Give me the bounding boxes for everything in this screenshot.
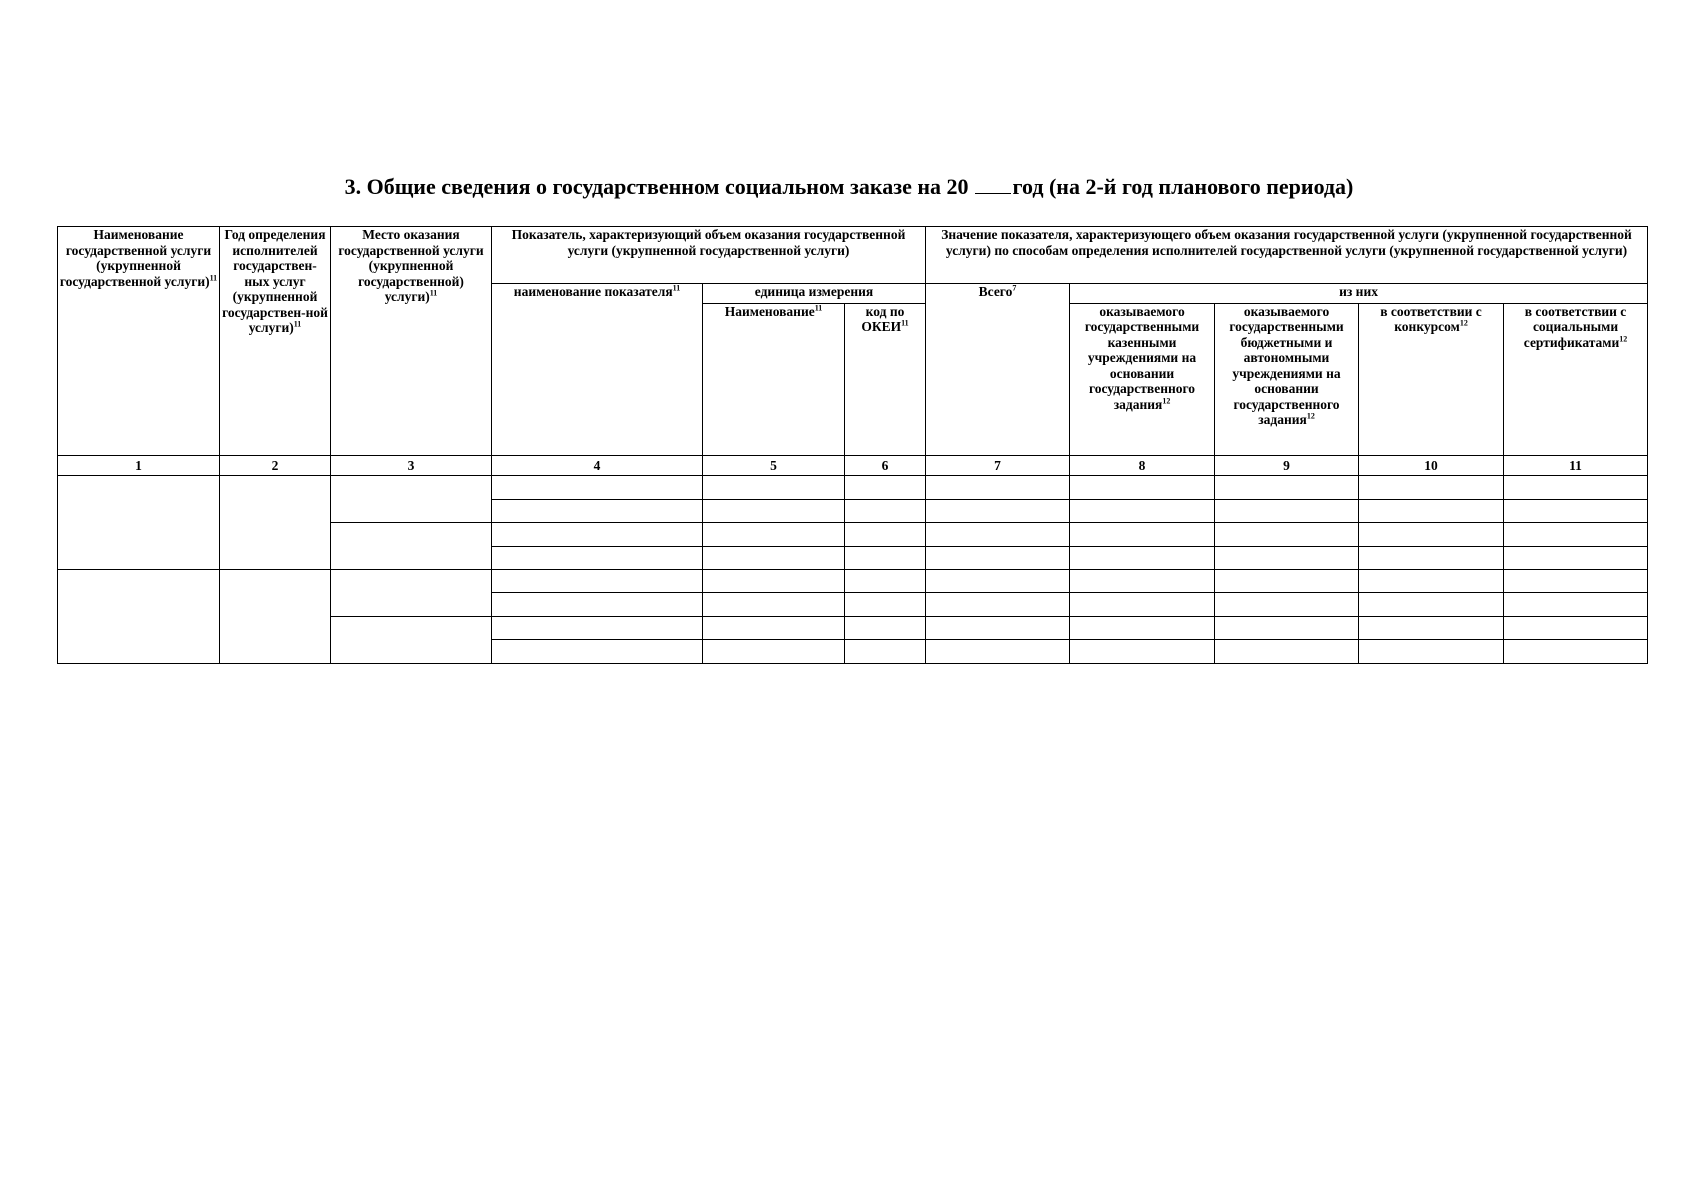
table-cell[interactable] bbox=[1215, 569, 1359, 592]
table-cell[interactable] bbox=[703, 476, 845, 499]
table-cell[interactable] bbox=[1504, 523, 1648, 546]
table-cell[interactable] bbox=[492, 476, 703, 499]
table-row bbox=[58, 476, 1648, 499]
table-cell[interactable] bbox=[1504, 499, 1648, 522]
table-cell[interactable] bbox=[703, 640, 845, 664]
table-cell[interactable] bbox=[926, 569, 1070, 592]
table-cell[interactable] bbox=[492, 546, 703, 569]
section-title bbox=[0, 174, 1698, 200]
table-cell[interactable] bbox=[926, 593, 1070, 616]
table-cell[interactable] bbox=[1504, 593, 1648, 616]
table-cell[interactable] bbox=[926, 523, 1070, 546]
table-cell[interactable] bbox=[1070, 546, 1215, 569]
table-cell[interactable] bbox=[703, 546, 845, 569]
table-cell[interactable] bbox=[1359, 523, 1504, 546]
year-blank-field[interactable] bbox=[975, 175, 1011, 194]
cell-year[interactable] bbox=[220, 569, 331, 663]
table-cell[interactable] bbox=[845, 640, 926, 664]
table-cell[interactable] bbox=[1359, 569, 1504, 592]
table-cell[interactable] bbox=[926, 640, 1070, 664]
column-number: 2 bbox=[220, 455, 331, 475]
header-row-1 bbox=[58, 227, 1648, 284]
header-value-group: Значение показателя, характеризующего объем оказания государственной услуги (укрупненной государственной услуги) по способам определения исполнителей государственной услуги (укрупненной государственной услуги) bbox=[926, 227, 1648, 284]
cell-year[interactable] bbox=[220, 476, 331, 570]
table-cell[interactable] bbox=[703, 499, 845, 522]
table-cell[interactable] bbox=[845, 523, 926, 546]
table-cell[interactable] bbox=[1070, 640, 1215, 664]
table-cell[interactable] bbox=[492, 640, 703, 664]
table-cell[interactable] bbox=[1504, 569, 1648, 592]
table-cell[interactable] bbox=[1504, 476, 1648, 499]
table-cell[interactable] bbox=[1070, 616, 1215, 639]
table-cell[interactable] bbox=[492, 593, 703, 616]
table-cell[interactable] bbox=[1359, 499, 1504, 522]
header-place: Место оказания государственной услуги (укрупненной государственной) услуги)$^{11}$ bbox=[331, 227, 492, 456]
column-number: 4 bbox=[492, 455, 703, 475]
table-cell[interactable] bbox=[926, 546, 1070, 569]
header-certificates: в соответствии с социальными сертификатами$^{12}$ bbox=[1504, 303, 1648, 455]
table-cell[interactable] bbox=[926, 499, 1070, 522]
table-cell[interactable] bbox=[1359, 593, 1504, 616]
column-number: 10 bbox=[1359, 455, 1504, 475]
table-cell[interactable] bbox=[492, 616, 703, 639]
column-number: 7 bbox=[926, 455, 1070, 475]
title-text-after: год (на 2-й год планового периода) bbox=[1012, 174, 1354, 199]
table-cell[interactable] bbox=[845, 476, 926, 499]
table-cell[interactable] bbox=[1359, 640, 1504, 664]
table-cell[interactable] bbox=[703, 593, 845, 616]
header-indicator-name: наименование показателя$^{11}$ bbox=[492, 284, 703, 456]
table-cell[interactable] bbox=[703, 616, 845, 639]
cell-service-name[interactable] bbox=[58, 476, 220, 570]
header-indicator-group: Показатель, характеризующий объем оказания государственной услуги (укрупненной государственной услуги) bbox=[492, 227, 926, 284]
header-of-them: из них bbox=[1070, 284, 1648, 303]
header-year: Год определения исполнителей государствен-ных услуг (укрупненной государствен-ной услуги)$^{11}$ bbox=[220, 227, 331, 456]
table-cell[interactable] bbox=[1215, 640, 1359, 664]
table-cell[interactable] bbox=[1070, 499, 1215, 522]
table-cell[interactable] bbox=[845, 593, 926, 616]
table-cell[interactable] bbox=[492, 499, 703, 522]
header-contest: в соответствии с конкурсом$^{12}$ bbox=[1359, 303, 1504, 455]
table-cell[interactable] bbox=[926, 476, 1070, 499]
table-cell[interactable] bbox=[1504, 546, 1648, 569]
column-number: 1 bbox=[58, 455, 220, 475]
cell-place[interactable] bbox=[331, 523, 492, 570]
table-cell[interactable] bbox=[845, 546, 926, 569]
table-cell[interactable] bbox=[492, 523, 703, 546]
column-number: 3 bbox=[331, 455, 492, 475]
cell-place[interactable] bbox=[331, 616, 492, 663]
table-cell[interactable] bbox=[492, 569, 703, 592]
table-cell[interactable] bbox=[1215, 593, 1359, 616]
table-cell[interactable] bbox=[1215, 546, 1359, 569]
table-cell[interactable] bbox=[1215, 523, 1359, 546]
title-text-before: 3. Общие сведения о государственном социальном заказе на 20 bbox=[344, 174, 969, 199]
table-row bbox=[58, 569, 1648, 592]
table-cell[interactable] bbox=[1359, 476, 1504, 499]
table-cell[interactable] bbox=[1215, 476, 1359, 499]
column-number: 5 bbox=[703, 455, 845, 475]
header-unit-name: Наименование$^{11}$ bbox=[703, 303, 845, 455]
column-number: 9 bbox=[1215, 455, 1359, 475]
table-cell[interactable] bbox=[1504, 616, 1648, 639]
header-state-institutions: оказываемого государственными казенными учреждениями на основании государственного задания$^{12}$ bbox=[1070, 303, 1215, 455]
table-cell[interactable] bbox=[1070, 593, 1215, 616]
cell-service-name[interactable] bbox=[58, 569, 220, 663]
table-cell[interactable] bbox=[845, 499, 926, 522]
table-cell[interactable] bbox=[1070, 569, 1215, 592]
table-cell[interactable] bbox=[1215, 616, 1359, 639]
header-service-name: Наименование государственной услуги (укрупненной государственной услуги)$^{11}$ bbox=[58, 227, 220, 456]
header-total: Всего$^7$ bbox=[926, 284, 1070, 456]
cell-place[interactable] bbox=[331, 569, 492, 616]
header-okei: код по ОКЕИ$^{11}$ bbox=[845, 303, 926, 455]
table-cell[interactable] bbox=[703, 523, 845, 546]
table-cell[interactable] bbox=[845, 569, 926, 592]
table-cell[interactable] bbox=[926, 616, 1070, 639]
table-cell[interactable] bbox=[845, 616, 926, 639]
header-unit: единица измерения bbox=[703, 284, 926, 303]
table-cell[interactable] bbox=[1359, 546, 1504, 569]
header-budget-institutions: оказываемого государственными бюджетными и автономными учреждениями на основании государственного задания$^{12}$ bbox=[1215, 303, 1359, 455]
table-cell[interactable] bbox=[1070, 523, 1215, 546]
column-number-row bbox=[58, 455, 1648, 475]
column-number: 11 bbox=[1504, 455, 1648, 475]
cell-place[interactable] bbox=[331, 476, 492, 523]
table-cell[interactable] bbox=[703, 569, 845, 592]
column-number: 8 bbox=[1070, 455, 1215, 475]
table-cell[interactable] bbox=[1359, 616, 1504, 639]
table-cell[interactable] bbox=[1215, 499, 1359, 522]
table-cell[interactable] bbox=[1504, 640, 1648, 664]
social-order-table bbox=[57, 226, 1648, 664]
column-number: 6 bbox=[845, 455, 926, 475]
table-cell[interactable] bbox=[1070, 476, 1215, 499]
